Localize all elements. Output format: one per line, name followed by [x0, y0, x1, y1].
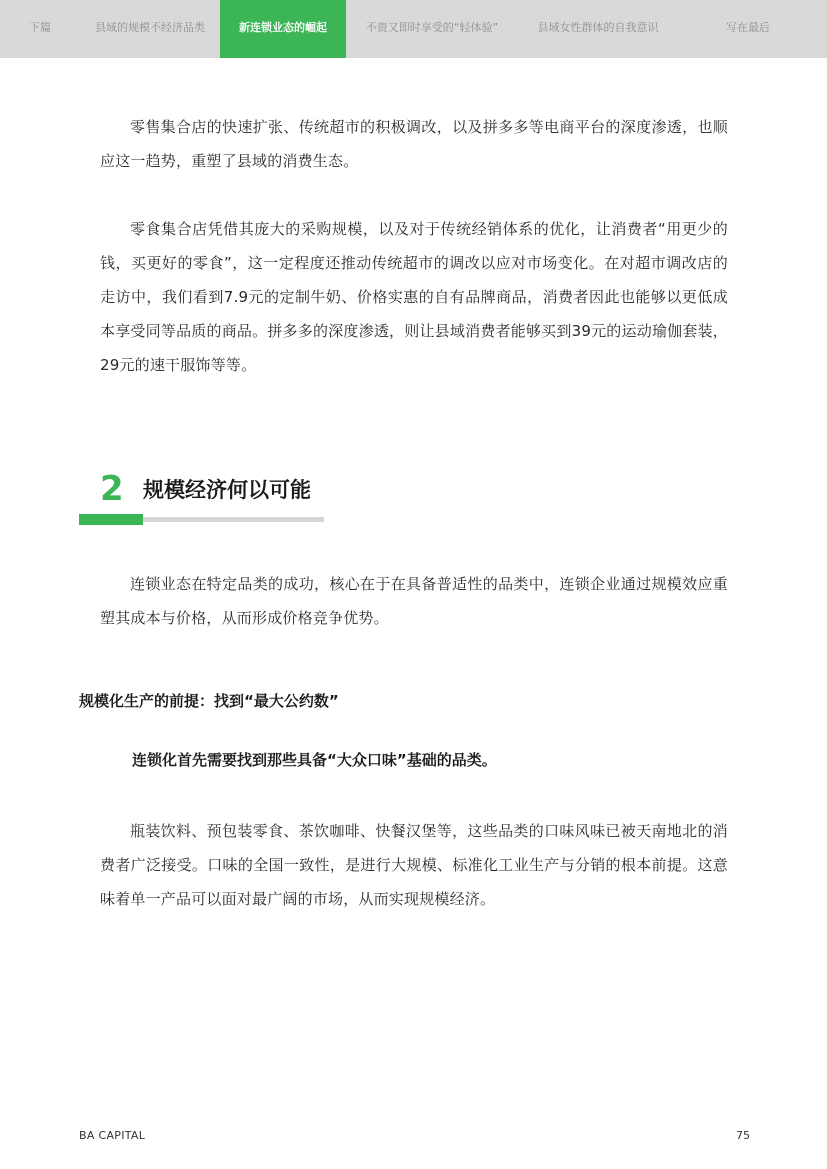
body-paragraph: 连锁业态在特定品类的成功，核心在于在具备普适性的品类中，连锁企业通过规模效应重塑其成本与价格，从而形成价格竞争优势。 [100, 575, 728, 627]
section-number: 2 [100, 469, 124, 509]
nav-tab-closing-remarks[interactable]: 写在最后 [726, 21, 770, 34]
section-divider-accent [79, 514, 143, 525]
nav-tab-new-chain-formats[interactable]: 新连锁业态的崛起 [220, 0, 346, 58]
page-number: 75 [736, 1129, 750, 1142]
footer-brand: BA CAPITAL [79, 1129, 146, 1142]
nav-tab-light-experience[interactable]: 不贵又即时享受的“轻体验” [365, 21, 499, 34]
nav-tab-women-self-awareness[interactable]: 县域女性群体的自我意识 [537, 21, 659, 34]
body-paragraph: 零食集合店凭借其庞大的采购规模，以及对于传统经销体系的优化，让消费者“用更少的钱，买更好的零食”，这一定程度还推动传统超市的调改以应对市场变化。在对超市调改店的走访中，我们看到7.9元的定制牛奶、价格实惠的自有品牌商品，消费者因此也能够以更低成本享受同等品质的商品。拼多多的深度渗透，则让县域消费者能够买到39元的运动瑜伽套装，29元的速干服饰等等。 [100, 220, 728, 374]
top-navigation-bar [0, 0, 827, 58]
nav-tab-part-two[interactable]: 下篇 [29, 21, 51, 34]
subheading: 规模化生产的前提：找到“最大公约数” [79, 692, 339, 710]
body-paragraph: 零售集合店的快速扩张、传统超市的积极调改，以及拼多多等电商平台的深度渗透，也顺应这一趋势，重塑了县域的消费生态。 [100, 118, 728, 170]
body-paragraph: 瓶装饮料、预包装零食、茶饮咖啡、快餐汉堡等，这些品类的口味风味已被天南地北的消费者广泛接受。口味的全国一致性，是进行大规模、标准化工业生产与分销的根本前提。这意味着单一产品可以面对最广阔的市场，从而实现规模经济。 [100, 822, 728, 908]
bold-lead-sentence: 连锁化首先需要找到那些具备“大众口味”基础的品类。 [132, 751, 497, 769]
nav-tab-county-diseconomy-categories[interactable]: 县域的规模不经济品类 [95, 21, 205, 34]
section-title: 规模经济何以可能 [143, 478, 311, 502]
